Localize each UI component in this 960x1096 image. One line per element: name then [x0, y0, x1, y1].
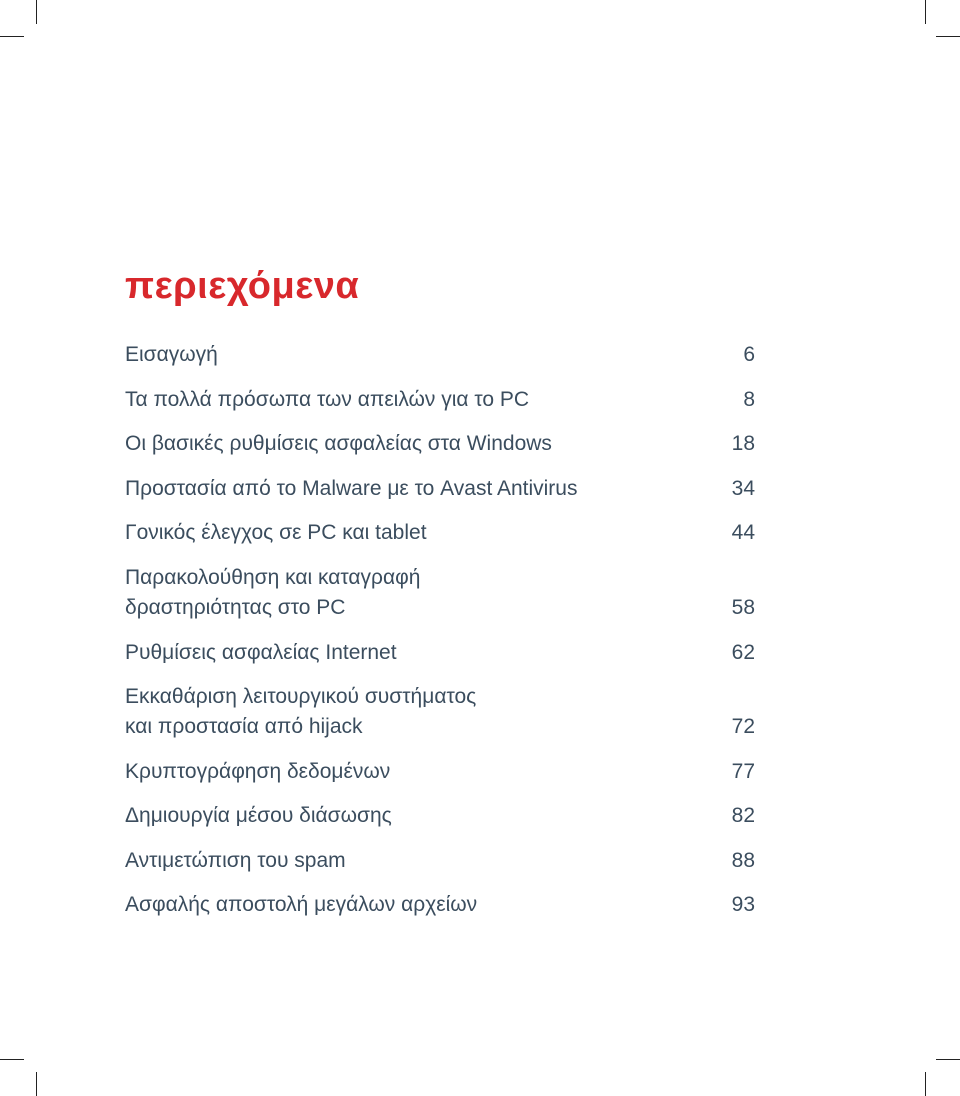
toc-entry	[125, 890, 755, 920]
toc-page-number: 8	[743, 388, 755, 411]
toc-entry-line	[125, 429, 755, 459]
toc-page-number: 88	[731, 849, 755, 872]
toc-page-number: 77	[731, 760, 755, 783]
toc-entry	[125, 682, 755, 742]
toc-entry	[125, 638, 755, 668]
toc-page-number: 6	[743, 343, 755, 366]
toc-entry-title: Ρυθμίσεις ασφαλείας Internet	[125, 641, 397, 664]
crop-mark-top-left-vertical	[36, 0, 37, 24]
toc-page-number: 44	[731, 521, 755, 544]
toc-page-number: 72	[731, 715, 755, 738]
toc-page-number: 62	[731, 641, 755, 664]
toc-entry-title: Εισαγωγή	[125, 343, 218, 366]
toc-entry	[125, 518, 755, 548]
toc-entry	[125, 563, 755, 623]
toc-entry-title: Παρακολούθηση και καταγραφή	[125, 566, 421, 589]
crop-mark-bottom-left-vertical	[36, 1072, 37, 1096]
toc-entry-title: και προστασία από hijack	[125, 715, 363, 738]
toc-entry	[125, 757, 755, 787]
toc-entry	[125, 801, 755, 831]
toc-entry-title: Γονικός έλεγχος σε PC και tablet	[125, 521, 427, 544]
toc-entry	[125, 340, 755, 370]
toc-entry-title: Κρυπτογράφηση δεδομένων	[125, 760, 391, 783]
toc-entry-line	[125, 890, 755, 920]
crop-mark-top-right-horizontal	[936, 36, 960, 37]
toc-entry-title: Αντιμετώπιση του spam	[125, 849, 346, 872]
toc-page-number: 34	[731, 477, 755, 500]
toc-entry-title: Τα πολλά πρόσωπα των απειλών για το PC	[125, 388, 530, 411]
toc-entry-line	[125, 563, 755, 593]
crop-mark-bottom-right-horizontal	[936, 1059, 960, 1060]
toc-entry-title: Προστασία από το Malware με το Avast Antivirus	[125, 477, 578, 500]
toc-entry-title: δραστηριότητας στο PC	[125, 596, 346, 619]
crop-mark-bottom-right-vertical	[925, 1072, 926, 1096]
toc-entry	[125, 474, 755, 504]
toc-entry-title: Εκκαθάριση λειτουργικού συστήματος	[125, 685, 477, 708]
toc-entry-line	[125, 385, 755, 415]
toc-entry-title: Δημιουργία μέσου διάσωσης	[125, 804, 392, 827]
toc-entry-line	[125, 638, 755, 668]
crop-mark-top-right-vertical	[925, 0, 926, 24]
toc-page-number: 82	[731, 804, 755, 827]
toc-entry-line	[125, 682, 755, 712]
crop-mark-top-left-horizontal	[0, 36, 24, 37]
toc-entry	[125, 846, 755, 876]
crop-mark-bottom-left-horizontal	[0, 1059, 24, 1060]
toc-entry-line	[125, 712, 755, 742]
toc-entry	[125, 385, 755, 415]
toc-entry-line	[125, 518, 755, 548]
toc-page-number: 93	[731, 893, 755, 916]
toc-entry-line	[125, 801, 755, 831]
toc-entry-line	[125, 757, 755, 787]
toc-page-number: 58	[731, 596, 755, 619]
toc-entry-title: Οι βασικές ρυθμίσεις ασφαλείας στα Windows	[125, 432, 552, 455]
toc-page-number: 18	[731, 432, 755, 455]
toc-entry-title: Ασφαλής αποστολή μεγάλων αρχείων	[125, 893, 478, 916]
toc-entry-line	[125, 593, 755, 623]
page-title: περιεχόμενα	[125, 265, 360, 307]
toc-entry	[125, 429, 755, 459]
toc-entry-line	[125, 340, 755, 370]
toc-entry-line	[125, 846, 755, 876]
toc-entry-line	[125, 474, 755, 504]
